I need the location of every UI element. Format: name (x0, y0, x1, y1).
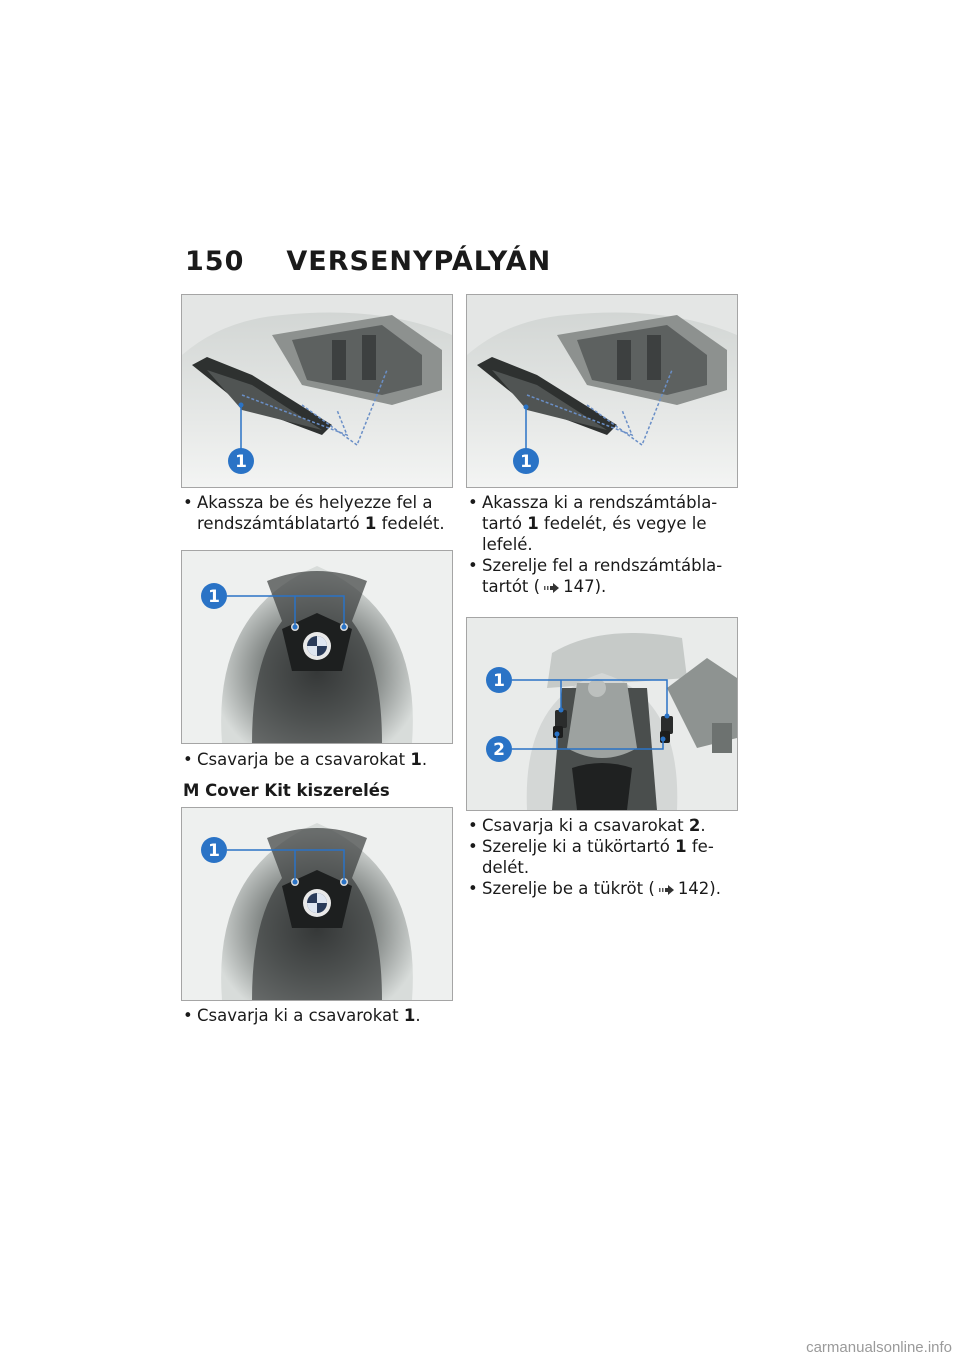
callout-1-label: 1 (493, 671, 505, 691)
right-steps-1: • Akassza ki a rendszámtábla- tartó 1 fedelét, és vegye le lefelé. • Szerelje fel a rendszámtábla- tartót ( 147). (467, 492, 747, 597)
figure-screw-removal (181, 807, 453, 1001)
callout-1-label: 1 (520, 452, 532, 472)
callout-2-label: 2 (493, 740, 505, 760)
left-step-3: • Csavarja ki a csavarokat 1. (182, 1005, 460, 1026)
left-step-2: • Csavarja be a csavarokat 1. (182, 749, 460, 770)
watermark: carmanualsonline.info (806, 1339, 952, 1356)
section-title: M Cover Kit kiszerelés (183, 781, 390, 800)
page-title: VERSENYPÁLYÁN (286, 246, 552, 277)
figure-plate-holder-remove (466, 294, 738, 488)
right-steps-2: • Csavarja ki a csavarokat 2. • Szerelje ki a tükörtartó 1 fe- delét. • Szerelje be a tükröt ( 142). (467, 815, 747, 899)
figure-screw-install (181, 550, 453, 744)
page-reference-arrow-icon (659, 885, 674, 895)
callout-1-label: 1 (235, 452, 247, 472)
callout-1-label: 1 (208, 841, 220, 861)
figure-plate-holder-install (181, 294, 453, 488)
callout-1-label: 1 (208, 587, 220, 607)
page-header (185, 246, 551, 277)
figure-mirror-holder (466, 617, 738, 811)
page-number: 150 (185, 246, 245, 277)
page-reference-arrow-icon (544, 583, 559, 593)
left-step-1: • Akassza be és helyezze fel a rendszámtáblatartó 1 fedelét. (182, 492, 460, 534)
